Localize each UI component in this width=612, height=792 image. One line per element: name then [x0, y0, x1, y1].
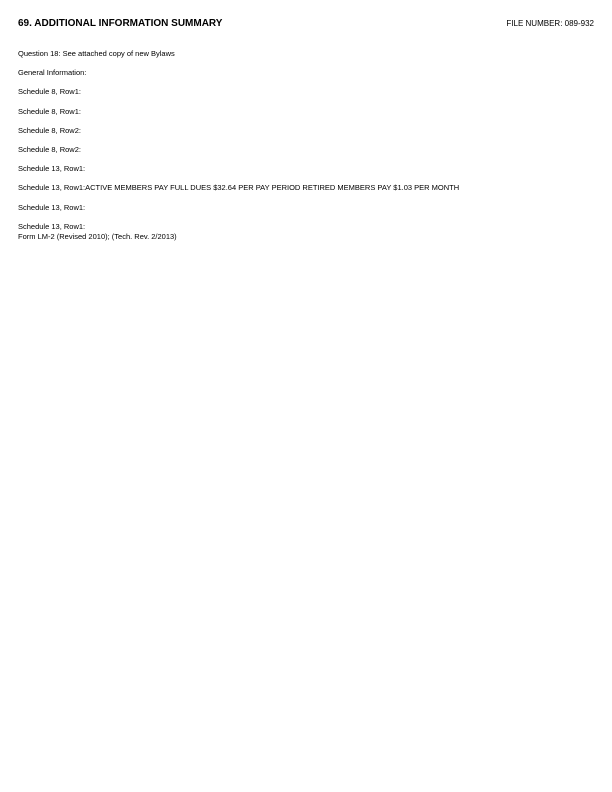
entry-general-information: General Information: — [18, 68, 87, 78]
entry-question-18: Question 18: See attached copy of new Bylaws — [18, 49, 175, 58]
entry-schedule-13-row1: Schedule 13, Row1: — [18, 202, 86, 212]
file-number: FILE NUMBER: 089-932 — [506, 19, 594, 28]
entry-schedule-8-row2: Schedule 8, Row2: — [18, 144, 81, 154]
entry-schedule-13-row1-dues: Schedule 13, Row1:ACTIVE MEMBERS PAY FULL DUES $32.64 PER PAY PERIOD RETIRED MEMBERS PAY $1.03 PER MONTH — [18, 183, 460, 193]
entry-schedule-13-row1: Schedule 13, Row1: — [18, 164, 86, 174]
entry-schedule-8-row1: Schedule 8, Row1: — [18, 106, 81, 116]
form-revision-label: Form LM-2 (Revised 2010); (Tech. Rev. 2/2013) — [18, 231, 177, 241]
entry-schedule-8-row2: Schedule 8, Row2: — [18, 125, 81, 135]
entry-schedule-13-row1: Schedule 13, Row1: — [18, 221, 86, 231]
section-title: 69. ADDITIONAL INFORMATION SUMMARY — [18, 18, 223, 29]
entry-schedule-8-row1: Schedule 8, Row1: — [18, 87, 81, 97]
information-entries — [18, 49, 594, 242]
